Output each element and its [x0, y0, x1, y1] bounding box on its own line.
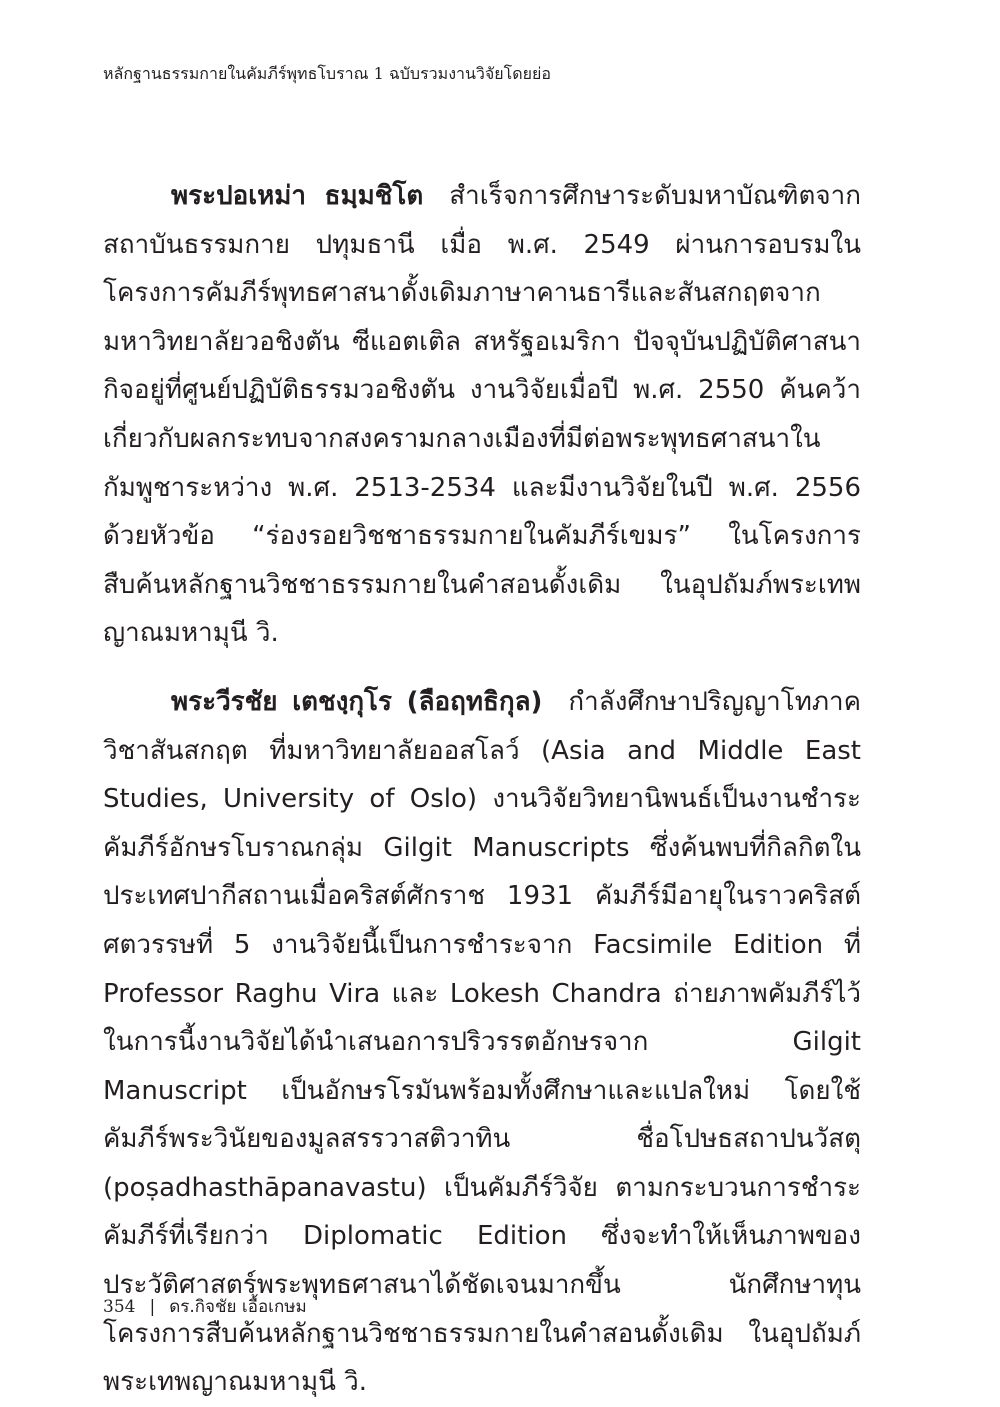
page-footer [103, 1293, 307, 1320]
bio-text-2: กำลังศึกษาปริญญาโทภาควิชาสันสกฤต ที่มหาวิทยาลัยออสโลว์ (Asia and Middle East Studies, University of Oslo) งานวิจัยวิทยานิพนธ์เป็นงานชำระคัมภีร์อักษรโบราณกลุ่ม Gilgit Manuscripts ซึ่งค้นพบที่กิลกิตในประเทศปากีสถานเมื่อคริสต์ศักราช 1931 คัมภีร์มีอายุในราวคริสต์ศตวรรษที่ 5 งานวิจัยนี้เป็นการชำระจาก Facsimile Edition ที่ Professor Raghu Vira และ Lokesh Chandra ถ่ายภาพคัมภีร์ไว้ ในการนี้งานวิจัยได้นำเสนอการปริวรรตอักษรจาก Gilgit Manuscript เป็นอักษรโรมันพร้อมทั้งศึกษาและแปลใหม่ โดยใช้คัมภีร์พระวินัยของมูลสรรวาสติวาทิน ชื่อโปษธสถาปนวัสตุ (poṣadhasthāpanavastu) เป็นคัมภีร์วิจัย ตามกระบวนการชำระคัมภีร์ที่เรียกว่า Diplomatic Edition ซึ่งจะทำให้เห็นภาพของประวัติศาสตร์พระพุทธศาสนาได้ชัดเจนมากขึ้น นักศึกษาทุน โครงการสืบค้นหลักฐานวิชชาธรรมกายในคำสอนดั้งเดิม ในอุปถัมภ์พระเทพญาณมหามุนี วิ. [103, 686, 861, 1398]
page-number: 354 [103, 1297, 136, 1317]
bio-paragraph-1 [103, 172, 861, 658]
page-body [103, 172, 861, 1407]
footer-author: ดร.กิจชัย เอื้อเกษม [169, 1297, 307, 1317]
bio-name-2: พระวีรชัย เตชงฺกุโร (ลือฤทธิกุล) [171, 686, 543, 717]
running-header: หลักฐานธรรมกายในคัมภีร์พุทธโบราณ 1 ฉบับรวมงานวิจัยโดยย่อ [103, 64, 552, 83]
bio-text-1: สำเร็จการศึกษาระดับมหาบัณฑิตจากสถาบันธรรมกาย ปทุมธานี เมื่อ พ.ศ. 2549 ผ่านการอบรมในโครงการคัมภีร์พุทธศาสนาดั้งเดิมภาษาคานธารีและสันสกฤตจากมหาวิทยาลัยวอชิงตัน ซีแอตเติล สหรัฐอเมริกา ปัจจุบันปฏิบัติศาสนากิจอยู่ที่ศูนย์ปฏิบัติธรรมวอชิงตัน งานวิจัยเมื่อปี พ.ศ. 2550 ค้นคว้าเกี่ยวกับผลกระทบจากสงครามกลางเมืองที่มีต่อพระพุทธศาสนาในกัมพูชาระหว่าง พ.ศ. 2513-2534 และมีงานวิจัยในปี พ.ศ. 2556 ด้วยหัวข้อ “ร่องรอยวิชชาธรรมกายในคัมภีร์เขมร” ในโครงการสืบค้นหลักฐานวิชชาธรรมกายในคำสอนดั้งเดิม ในอุปถัมภ์พระเทพญาณมหามุนี วิ. [103, 181, 861, 649]
bio-name-1: พระปอเหม่า ธมฺมชิโต [171, 181, 424, 211]
footer-separator: | [149, 1297, 156, 1317]
